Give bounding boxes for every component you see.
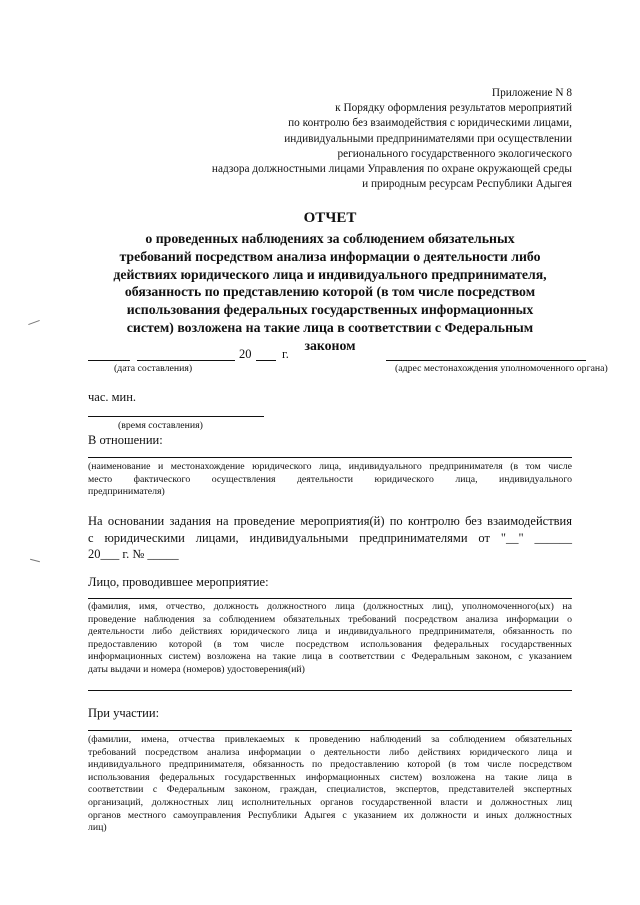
appendix-line: по контролю без взаимодействия с юридическими лицами, xyxy=(288,117,572,130)
caption-line: деятельности либо действиях юридического лица и индивидуального предпринимателя, обязанность по xyxy=(88,626,572,638)
caption-line: лиц) xyxy=(88,822,107,834)
caption-line: предпринимателя) xyxy=(88,486,165,498)
caption-line: (фамилия, имя, отчество, должность должностного лица (должностных лиц), уполномоченного(ых) на xyxy=(88,601,572,612)
caption-line: индивидуального предпринимателя, обязанность по предоставлению которой (в том числе посредством xyxy=(88,759,572,771)
appendix-line: надзора должностными лицами Управления по охране окружающей среды xyxy=(211,163,572,176)
appendix-line: индивидуальными предпринимателями при осуществлении xyxy=(284,132,572,145)
subtitle-line: действиях юридического лица и индивидуального предпринимателя, xyxy=(113,266,547,282)
regarding-label: В отношении: xyxy=(88,433,163,447)
time-label: час. мин. xyxy=(88,390,137,404)
caption-line: даты выдачи и номера (номеров) удостоверения(ий) xyxy=(88,663,305,675)
conductor-caption xyxy=(88,601,572,677)
appendix-line: регионального государственного экологического xyxy=(337,147,572,160)
subtitle-line: использования федеральных государственных информационных xyxy=(126,302,534,318)
participants-caption xyxy=(88,734,572,835)
date-caption: (дата составления) xyxy=(114,363,193,374)
caption-line: место фактического осуществления деятельности юридического лица, индивидуального xyxy=(88,473,572,485)
appendix-line: и природным ресурсам Республики Адыгея xyxy=(362,178,572,191)
appendix-line: Приложение N 8 xyxy=(491,87,572,99)
subtitle-line: обязанность по представлению которой (в том числе посредством xyxy=(124,284,536,300)
address-caption: (адрес местонахождения уполномоченного органа) xyxy=(395,363,608,374)
time-caption: (время составления) xyxy=(118,420,203,431)
caption-line: предоставлению которой (в том числе посредством использования федеральных государственных xyxy=(88,638,572,650)
subtitle-line: систем) возложена на такие лица в соответствии с Федеральным xyxy=(126,319,534,335)
subtitle-line: о проведенных наблюдениях за соблюдением обязательных xyxy=(145,231,515,246)
appendix-line: к Порядку оформления результатов мероприятий xyxy=(335,102,572,115)
caption-line: организаций, должностных лиц исполнительных органов государственной власти и должностных лиц xyxy=(88,796,572,808)
basis-line: 20___ г. № _____ xyxy=(88,547,179,561)
basis-line: На основании задания на проведение мероприятия(й) по контролю без взаимодействия xyxy=(88,514,572,528)
conductor-extra-blank xyxy=(88,690,572,691)
document-title: ОТЧЕТ xyxy=(303,210,357,226)
document-subtitle xyxy=(60,230,600,355)
subtitle-line: законом xyxy=(304,337,356,353)
caption-line: органов местного самоуправления Республики Адыгея с указанием их должности и иных должностных xyxy=(88,809,572,821)
date-day-blank xyxy=(88,360,130,361)
caption-line: проведение наблюдения за соблюдением обязательных требований посредством анализа информации о xyxy=(88,613,572,625)
caption-line: (фамилии, имена, отчества привлекаемых к проведению наблюдений за соблюдением обязательных xyxy=(88,734,572,745)
address-blank xyxy=(386,360,586,361)
caption-line: (наименование и местонахождение юридического лица, индивидуального предпринимателя (в том числе xyxy=(88,461,572,472)
regarding-blank xyxy=(88,457,572,458)
date-year-blank xyxy=(256,360,276,361)
date-year-prefix: 20 xyxy=(239,347,252,361)
appendix-header xyxy=(212,86,572,192)
caption-line: использования федеральных государственных информационных систем) возложена на такие лица в xyxy=(88,771,572,783)
scan-mark xyxy=(30,559,40,563)
caption-line: соответствии с Федеральным законом, граждан, специалистов, экспертов, представителей экспертных xyxy=(88,784,572,796)
subtitle-line: требований посредством анализа информации о деятельности либо xyxy=(119,248,541,264)
conductor-label: Лицо, проводившее мероприятие: xyxy=(88,575,269,589)
time-blank xyxy=(88,416,264,417)
regarding-caption xyxy=(88,461,572,499)
date-month-blank xyxy=(137,360,235,361)
basis-line: с юридическими лицами, индивидуальными предпринимателями от "__" ______ xyxy=(88,530,572,545)
conductor-blank xyxy=(88,598,572,599)
participants-blank xyxy=(88,730,572,731)
caption-line: требований посредством анализа информации о деятельности либо действиях юридического лица и xyxy=(88,746,572,758)
basis-paragraph xyxy=(88,513,572,563)
participants-label: При участии: xyxy=(88,706,160,720)
scan-mark xyxy=(28,320,40,325)
caption-line: информационных систем) возложена на такие лица в соответствии с Федеральным законом, с указанием xyxy=(88,651,572,663)
date-year-suffix: г. xyxy=(282,347,289,361)
